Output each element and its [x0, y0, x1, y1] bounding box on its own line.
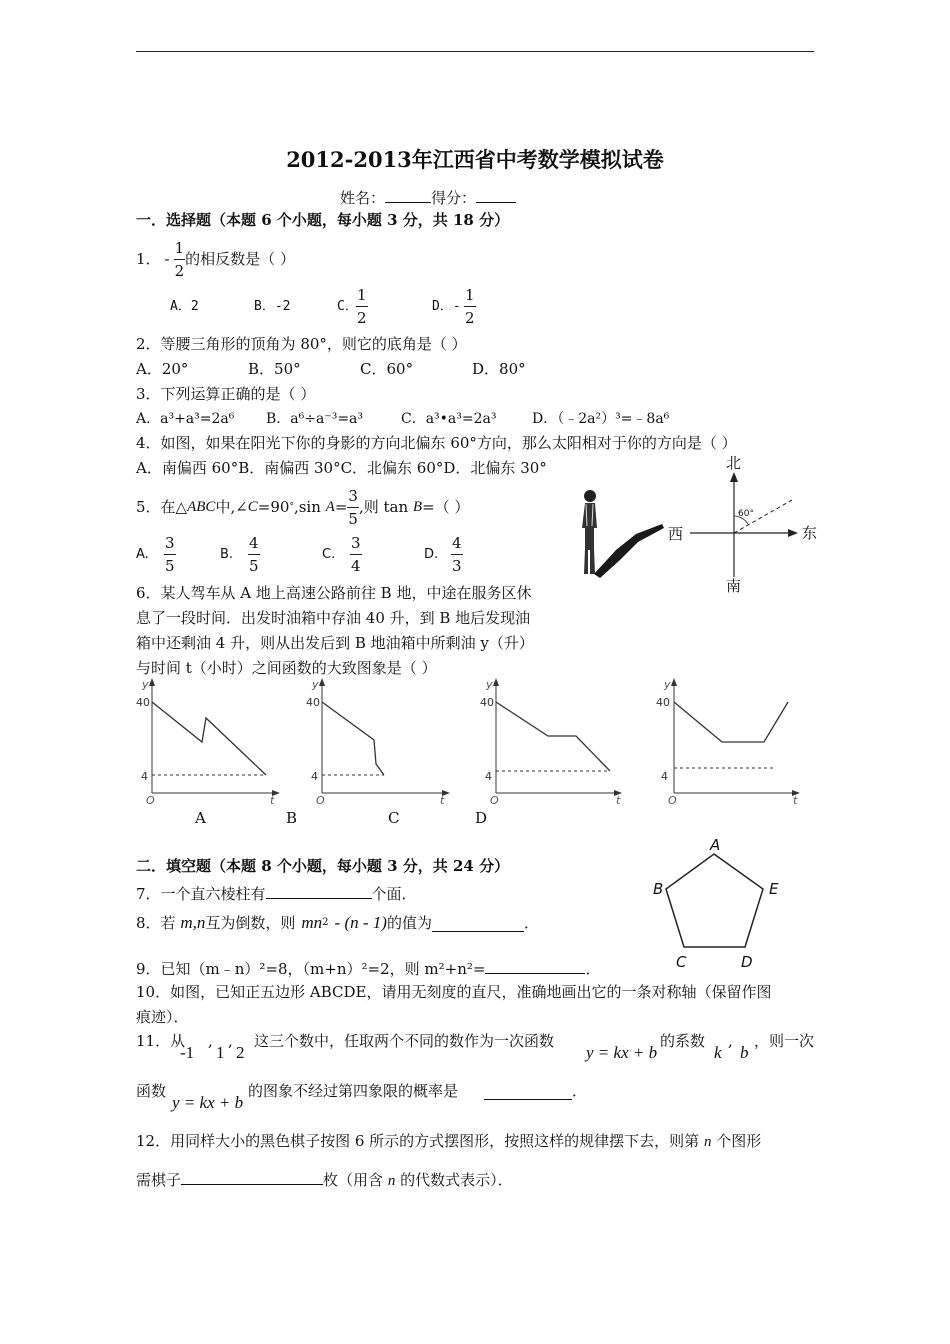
q1-d-fraction: $\frac{1}{2}$ [465, 286, 475, 327]
q1-options [170, 284, 510, 330]
q6-label-a: A [195, 809, 206, 827]
question-12-line-1: 12．用同样大小的黑色棋子按图 6 所示的方式摆图形，按照这样的规律摆下去，则第 n 个图形 [136, 1132, 762, 1150]
question-12-line-2: 需棋子 枚（用含 n 的代数式表示）． [136, 1168, 513, 1191]
q5-option-b[interactable]: B. [220, 547, 234, 562]
compass-east-label: 东 [802, 524, 818, 542]
q1-fraction: $\frac{1}{2}$ [174, 238, 185, 280]
name-label: 姓名： [340, 189, 386, 207]
svg-text:4: 4 [311, 770, 318, 783]
question-3: 3．下列运算正确的是（ ） [136, 385, 316, 403]
q5-option-a[interactable]: A. [136, 547, 149, 562]
question-10-line-2: 痕迹）． [136, 1008, 189, 1026]
q6-graph-a[interactable] [136, 676, 286, 804]
q5-option-d[interactable]: D. [424, 547, 439, 562]
page-title: 2012-2013年江西省中考数学模拟试卷 [286, 147, 664, 172]
question-1 [136, 236, 295, 282]
compass-diagram [664, 452, 834, 594]
q5-fraction: $\frac{3}{5}$ [348, 486, 358, 528]
svg-text:O: O [490, 794, 499, 804]
q1-option-a[interactable]: A．2 [170, 299, 199, 314]
q1-text: 的相反数是（ ） [185, 250, 295, 268]
question-4: 4．如图，如果在阳光下你的身影的方向北偏东 60°方向，那么太阳相对于你的方向是（ ） [136, 434, 737, 452]
q12-blank[interactable] [181, 1168, 323, 1185]
compass-south-label: 南 [726, 577, 742, 594]
q6-label-c: C [388, 809, 400, 827]
q1-minus: - [164, 250, 170, 268]
q2-option-d[interactable]: D．80° [472, 360, 526, 378]
question-9: 9．已知（m﹣n）²=8，（m+n）²=2，则 m²+n²= ． [136, 957, 600, 979]
q8-blank[interactable] [432, 915, 524, 932]
q3-option-b[interactable]: B．a⁶÷a⁻³=a³ [266, 411, 364, 427]
q6-graph-d[interactable] [650, 676, 810, 804]
question-10-line-1: 10．如图，已知正五边形 ABCDE，请用无刻度的直尺，准确地画出它的一条对称轴（保留作图 [136, 983, 772, 1001]
svg-text:40: 40 [656, 696, 670, 709]
question-6-line-2: 息了一段时间．出发时油箱中存油 40 升，到 B 地后发现油 [136, 609, 531, 627]
q1-option-b[interactable]: B．-2 [254, 299, 291, 314]
svg-text:t: t [440, 794, 445, 804]
question-5: 5．在△ ABC 中,∠ C =90 ° ,sin A = $\frac{3}{5}$ ,则 tan B =（ ） [136, 486, 470, 528]
compass-angle-label: 60° [738, 509, 754, 519]
q6-label-b: B [286, 809, 298, 827]
q1-option-c[interactable]: C． [337, 299, 358, 314]
name-score-line [340, 186, 516, 208]
q1-number: 1． [136, 250, 161, 268]
section2-heading: 二．填空题（本题 8 个小题，每小题 3 分，共 24 分） [136, 857, 510, 875]
svg-text:O: O [316, 794, 325, 804]
svg-text:A: A [710, 836, 721, 854]
svg-text:4: 4 [661, 770, 668, 783]
svg-text:4: 4 [485, 770, 492, 783]
svg-text:O: O [668, 794, 677, 804]
q3-option-c[interactable]: C．a³•a³=2a³ [401, 411, 497, 427]
q3-option-a[interactable]: A．a³+a³=2a⁶ [136, 411, 235, 427]
q9-blank[interactable] [485, 957, 585, 974]
svg-text:4: 4 [141, 770, 148, 783]
svg-text:t: t [616, 794, 621, 804]
question-11-line-2: 函数 y = kx + b 的图象不经过第四象限的概率是 ． [136, 1082, 588, 1112]
svg-text:y: y [312, 678, 319, 691]
svg-text:40: 40 [480, 696, 494, 709]
svg-text:D: D [741, 953, 753, 971]
svg-text:B: B [653, 880, 664, 898]
q2-option-b[interactable]: B．50° [248, 360, 301, 378]
svg-text:40: 40 [306, 696, 320, 709]
svg-text:y: y [664, 678, 671, 691]
q2-option-c[interactable]: C．60° [360, 360, 414, 378]
person-shadow-figure [576, 488, 668, 588]
svg-text:y: y [142, 678, 149, 691]
question-7: 7．一个直六棱柱有 个面． [136, 882, 417, 904]
header-rule [136, 51, 814, 52]
q6-label-d: D [475, 809, 488, 827]
q11-blank[interactable] [484, 1083, 572, 1100]
svg-text:40: 40 [136, 696, 150, 709]
q6-graph-b[interactable] [306, 676, 456, 804]
question-8: 8．若 m,n 互为倒数，则 mn 2 - (n - 1) 的值为 ． [136, 913, 539, 932]
q1-option-d[interactable]: D．- [432, 299, 461, 314]
q1-c-fraction: $\frac{1}{2}$ [357, 286, 367, 327]
compass-north-label: 北 [726, 454, 742, 472]
score-blank[interactable] [476, 186, 516, 203]
question-11: 11．从 -1 , 1 , 2 这三个数中，任取两个不同的数作为一次函数 y = kx + b 的系数 k , b ，则一次 [136, 1032, 815, 1062]
section1-heading: 一．选择题（本题 6 个小题，每小题 3 分，共 18 分） [136, 211, 510, 229]
svg-text:O: O [146, 794, 155, 804]
compass-west-label: 西 [668, 525, 684, 543]
svg-text:t: t [793, 794, 798, 804]
q5-option-c[interactable]: C. [322, 547, 336, 562]
q5-options: A. $\frac{3}{5}$ B. $\frac{4}{5}$ C. $\frac{3}{4}$ D. $\frac{4}{3}$ [136, 534, 462, 575]
question-6-line-1: 6．某人驾车从 A 地上高速公路前往 B 地，中途在服务区休 [136, 584, 532, 602]
pentagon-figure [648, 836, 788, 972]
q3-option-d[interactable]: D．（﹣2a²）³=﹣8a⁶ [532, 411, 670, 427]
svg-text:t: t [270, 794, 275, 804]
q2-option-a[interactable]: A．20° [136, 360, 189, 378]
svg-text:C: C [676, 953, 687, 971]
q4-options[interactable]: A．南偏西 60°B．南偏西 30°C．北偏东 60°D．北偏东 30° [136, 459, 547, 477]
question-6-line-3: 箱中还剩油 4 升，则从出发后到 B 地油箱中所剩油 y（升） [136, 634, 534, 652]
q6-graph-c[interactable] [476, 676, 626, 804]
q7-blank[interactable] [266, 882, 372, 899]
name-blank[interactable] [385, 186, 431, 203]
question-6-line-4: 与时间 t（小时）之间函数的大致图象是（ ） [136, 659, 437, 677]
question-2: 2．等腰三角形的顶角为 80°，则它的底角是（ ） [136, 335, 467, 353]
svg-text:y: y [486, 678, 493, 691]
score-label: 得分： [431, 189, 477, 207]
svg-text:E: E [769, 880, 779, 898]
